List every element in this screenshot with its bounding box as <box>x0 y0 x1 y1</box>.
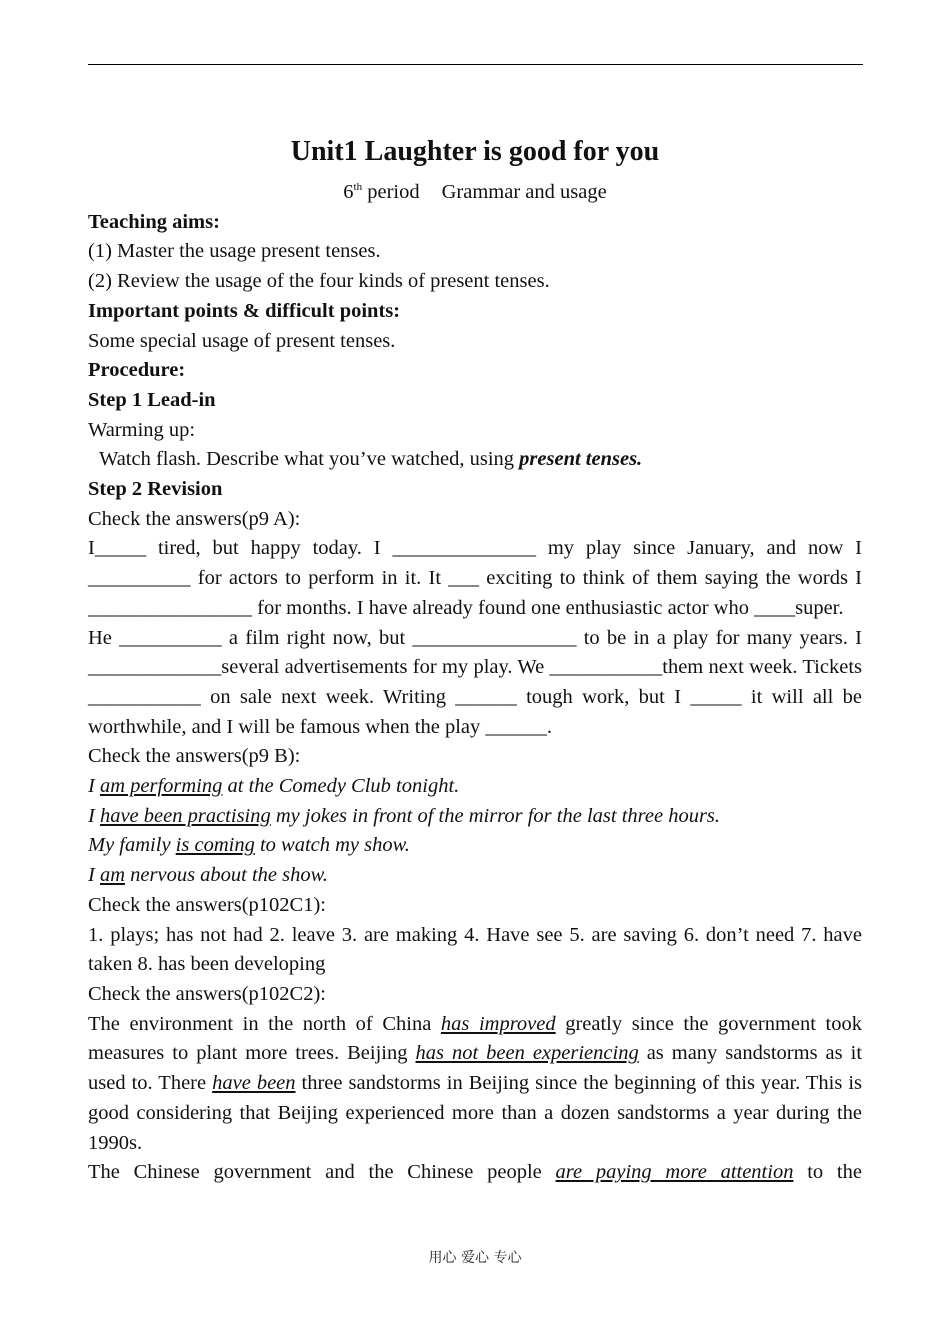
answer-b-pre: I <box>88 864 100 887</box>
period-word: period <box>367 181 420 203</box>
c2-answer: have been <box>212 1072 296 1095</box>
watch-instruction <box>88 445 862 475</box>
c2-text: to the <box>793 1161 862 1184</box>
warming-up-label: Warming up: <box>88 418 196 441</box>
c2-answer: are paying more attention <box>555 1161 794 1184</box>
answer-b-post: my jokes in front of the mirror for the last three hours. <box>270 804 721 827</box>
answer-b-line <box>88 772 862 802</box>
page-footer: 用心 爱心 专心 <box>428 1250 522 1266</box>
aims-heading: Teaching aims: <box>88 210 220 233</box>
answer-b-line <box>88 831 862 861</box>
check-a-label: Check the answers(p9 A): <box>88 507 301 530</box>
document-body <box>88 134 862 1188</box>
answer-b-answer: have been practising <box>99 804 271 827</box>
period-ordinal: th <box>353 181 363 194</box>
period-subtitle <box>88 178 862 208</box>
answer-b-answer: am performing <box>99 775 223 798</box>
c2-text: greatly since the government took measures to plant more trees. Beijing <box>88 1012 862 1065</box>
check-c2-label: Check the answers(p102C2): <box>88 982 326 1005</box>
header-rule <box>88 64 863 65</box>
watch-emphasis: present tenses. <box>519 448 643 471</box>
c2-paragraph <box>88 1158 862 1188</box>
check-b-label: Check the answers(p9 B): <box>88 745 301 768</box>
answer-b-post: nervous about the show. <box>125 864 328 887</box>
c2-answer: has not been experiencing <box>415 1042 639 1065</box>
exercise-a-paragraph: He __________ a film right now, but ________________ to be in a play for many years. I _____________several advertisements for my play. We ___________them next week. Tickets ___________ on sale next week. Writing ______ tough work, but I _____ it will all be worthwhile, and I will be famous when the play ______. <box>88 626 862 738</box>
c2-text: The Chinese government and the Chinese people <box>88 1161 556 1184</box>
answer-b-answer: am <box>99 864 126 887</box>
procedure-heading: Procedure: <box>88 359 186 382</box>
points-heading: Important points & difficult points: <box>88 299 401 322</box>
aim-item: (1) Master the usage present tenses. <box>88 240 381 263</box>
answer-b-pre: I <box>88 804 100 827</box>
page-title: Unit1 Laughter is good for you <box>290 136 660 167</box>
c2-answer: has improved <box>440 1012 556 1035</box>
answer-b-post: to watch my show. <box>254 834 410 857</box>
answer-b-post: at the Comedy Club tonight. <box>222 775 460 798</box>
section-name: Grammar and usage <box>441 181 607 203</box>
c2-text: The environment in the north of China <box>88 1012 441 1035</box>
c1-answers: 1. plays; has not had 2. leave 3. are making 4. Have see 5. are saving 6. don’t need 7. have taken 8. has been developing <box>88 923 862 976</box>
answer-b-line <box>88 861 862 891</box>
answer-b-line <box>88 802 862 832</box>
c2-text: as many sandstorms as it used to. There <box>88 1042 863 1095</box>
answer-b-answer: is coming <box>175 834 255 857</box>
watch-text: Watch flash. Describe what you’ve watched, using <box>99 448 520 471</box>
check-c1-label: Check the answers(p102C1): <box>88 893 326 916</box>
aim-item: (2) Review the usage of the four kinds of present tenses. <box>88 270 550 293</box>
step1-heading: Step 1 Lead-in <box>88 388 216 411</box>
points-text: Some special usage of present tenses. <box>88 329 396 352</box>
answer-b-pre: I <box>88 775 100 798</box>
c2-paragraph <box>88 1010 862 1159</box>
step2-heading: Step 2 Revision <box>88 478 223 501</box>
answer-b-pre: My family <box>88 834 176 857</box>
exercise-a-paragraph: I_____ tired, but happy today. I ______________ my play since January, and now I __________ for actors to perform in it. It ___ exciting to think of them saying the words I ________________ for months. I have already found one enthusiastic actor who ____super. <box>88 537 862 619</box>
c2-text: three sandstorms in Beijing since the beginning of this year. This is good considering that Beijing experienced more than a dozen sandstorms a year during the 1990s. <box>88 1072 862 1154</box>
period-number: 6 <box>343 181 354 203</box>
